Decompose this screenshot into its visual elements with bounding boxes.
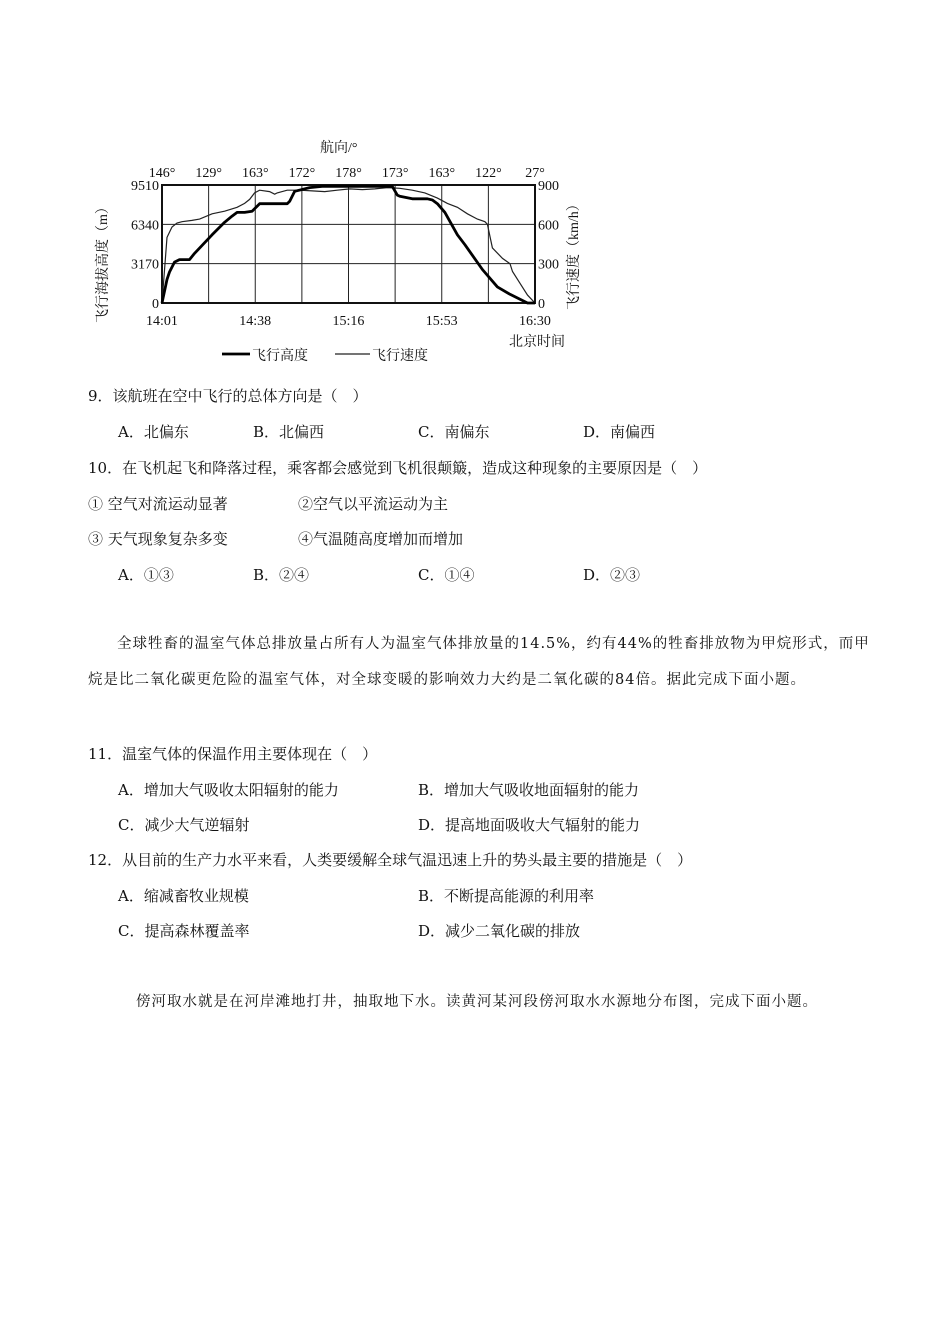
q11-stem: 11．温室气体的保温作用主要体现在（ ） bbox=[88, 745, 378, 763]
q12-option-c[interactable]: C．提高森林覆盖率 bbox=[118, 922, 250, 940]
heading-label-3: 172° bbox=[288, 166, 316, 181]
q10-option-b[interactable]: B．②④ bbox=[253, 566, 310, 584]
heading-label-8: 27° bbox=[525, 166, 545, 181]
q10-option-d[interactable]: D．②③ bbox=[583, 566, 641, 584]
x-tick-label: 14:01 bbox=[146, 314, 178, 329]
left-tick-label: 0 bbox=[152, 297, 159, 312]
q11-option-c[interactable]: C．减少大气逆辐射 bbox=[118, 816, 250, 834]
y-right-axis-label: 飞行速度（km/h） bbox=[567, 197, 582, 310]
chart-grid bbox=[162, 185, 535, 303]
q10-option-c[interactable]: C．①④ bbox=[418, 566, 475, 584]
q9-option-c[interactable]: C．南偏东 bbox=[418, 423, 490, 441]
q9-stem: 9．该航班在空中飞行的总体方向是（ ） bbox=[88, 387, 368, 405]
passage-greenhouse: 全球牲畜的温室气体总排放量占所有人为温室气体排放量的14.5%，约有44%的牲畜排放物为甲烷形式，而甲烷是比二氧化碳更危险的温室气体，对全球变暖的影响效力大约是二氧化碳的84倍。据此完成下面小题。 bbox=[88, 636, 870, 688]
q11-option-d[interactable]: D．提高地面吸收大气辐射的能力 bbox=[418, 816, 641, 834]
heading-label-7: 122° bbox=[475, 166, 502, 181]
x-tick-label: 14:38 bbox=[239, 314, 272, 329]
x-tick-label: 15:16 bbox=[332, 314, 365, 329]
q12-stem: 12．从目前的生产力水平来看，人类要缓解全球气温迅速上升的势头最主要的措施是（ ） bbox=[88, 851, 693, 869]
q10-stem: 10．在飞机起飞和降落过程，乘客都会感觉到飞机很颠簸，造成这种现象的主要原因是（ ） bbox=[88, 459, 708, 477]
q9-option-b[interactable]: B．北偏西 bbox=[253, 423, 325, 441]
q10-statement-4: ④气温随高度增加而增加 bbox=[298, 530, 464, 548]
legend-altitude-label: 飞行高度 bbox=[252, 349, 308, 364]
right-tick-label: 600 bbox=[538, 218, 559, 234]
q11-option-a[interactable]: A．增加大气吸收太阳辐射的能力 bbox=[118, 781, 339, 799]
flight-chart bbox=[85, 130, 595, 370]
q9-option-d[interactable]: D．南偏西 bbox=[583, 423, 656, 441]
q10-option-a[interactable]: A．①③ bbox=[118, 566, 174, 584]
heading-label-1: 129° bbox=[195, 166, 222, 181]
q9-option-a[interactable]: A．北偏东 bbox=[118, 423, 189, 441]
q12-option-a[interactable]: A．缩减畜牧业规模 bbox=[118, 887, 249, 905]
x-tick-label: 16:30 bbox=[519, 314, 551, 329]
x-tick-labels bbox=[146, 314, 551, 329]
heading-label-5: 173° bbox=[381, 166, 409, 181]
q10-statement-2: ②空气以平流运动为主 bbox=[298, 495, 449, 513]
heading-label-6: 163° bbox=[428, 166, 456, 181]
right-tick-label: 900 bbox=[538, 179, 559, 194]
y-left-axis-label: 飞行海拔高度（m） bbox=[96, 200, 111, 323]
heading-labels bbox=[149, 166, 545, 181]
q12-option-d[interactable]: D．减少二氧化碳的排放 bbox=[418, 922, 581, 940]
left-tick-labels bbox=[131, 179, 159, 312]
flight-chart-svg bbox=[85, 130, 595, 370]
q11-option-b[interactable]: B．增加大气吸收地面辐射的能力 bbox=[418, 781, 640, 799]
left-tick-label: 9510 bbox=[131, 179, 159, 194]
left-tick-label: 3170 bbox=[131, 257, 159, 273]
heading-label-4: 178° bbox=[335, 166, 362, 181]
q10-statement-3: ③ 天气现象复杂多变 bbox=[88, 530, 228, 548]
passage-river-intake: 傍河取水就是在河岸滩地打井，抽取地下水。读黄河某河段傍河取水水源地分布图，完成下面小题。 bbox=[136, 994, 818, 1010]
q10-statement-1: ① 空气对流运动显著 bbox=[88, 495, 228, 513]
x-tick-label: 15:53 bbox=[425, 314, 458, 329]
legend-speed-label: 飞行速度 bbox=[372, 349, 428, 364]
right-tick-labels bbox=[538, 179, 559, 312]
right-tick-label: 0 bbox=[538, 297, 545, 312]
q12-option-b[interactable]: B．不断提高能源的利用率 bbox=[418, 887, 595, 905]
right-tick-label: 300 bbox=[538, 257, 559, 273]
x-axis-label: 北京时间 bbox=[509, 335, 565, 350]
heading-label: 航向/° bbox=[320, 141, 358, 156]
heading-label-0: 146° bbox=[148, 166, 176, 181]
left-tick-label: 6340 bbox=[131, 218, 159, 234]
heading-label-2: 163° bbox=[241, 166, 269, 181]
